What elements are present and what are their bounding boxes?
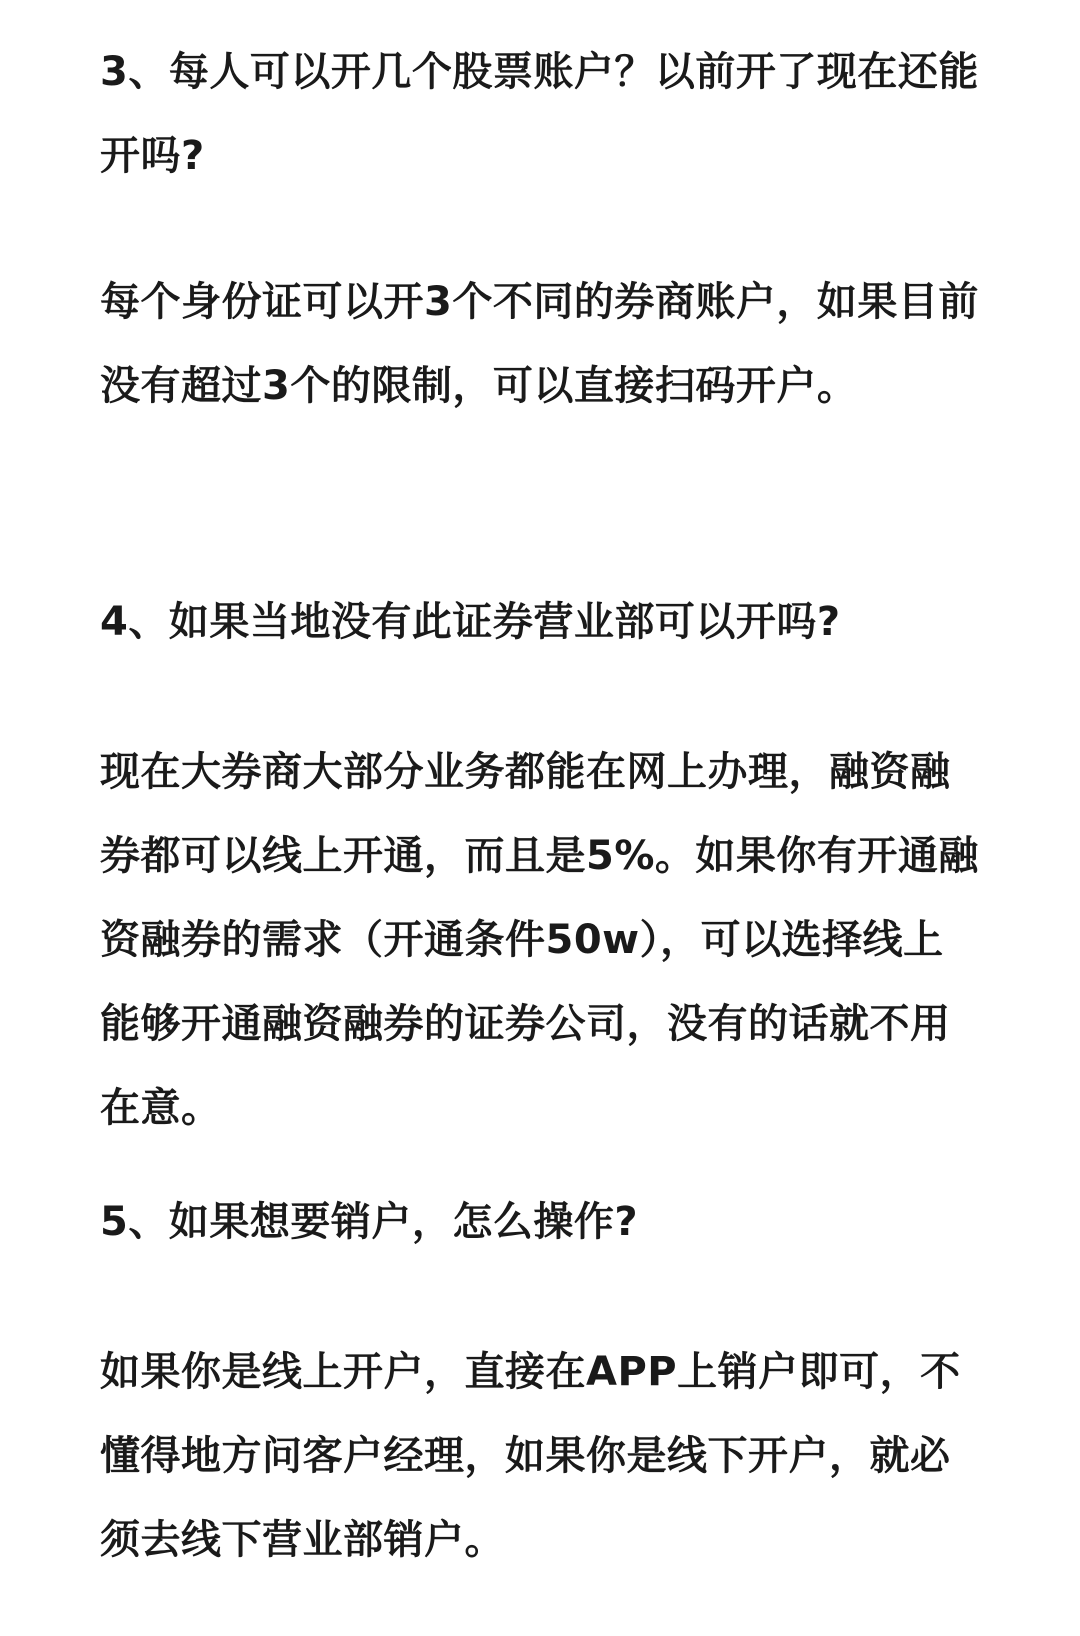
question-3-heading: 3、每人可以开几个股票账户？以前开了现在还能开吗?	[100, 49, 979, 179]
answer-3-paragraph: 每个身份证可以开3个不同的券商账户，如果目前没有超过3个的限制，可以直接扫码开户。	[100, 279, 979, 409]
question-5-heading: 5、如果想要销户，怎么操作?	[100, 1199, 639, 1245]
question-4-heading: 4、如果当地没有此证券营业部可以开吗?	[100, 599, 841, 645]
answer-5-paragraph: 如果你是线上开户，直接在APP上销户即可，不懂得地方问客户经理，如果你是线下开户，就必须去线下营业部销户。	[100, 1349, 961, 1563]
answer-4-paragraph: 现在大券商大部分业务都能在网上办理，融资融券都可以线上开通，而且是5%。如果你有开通融资融券的需求（开通条件50w），可以选择线上能够开通融资融券的证券公司，没有的话就不用在意。	[100, 749, 979, 1131]
